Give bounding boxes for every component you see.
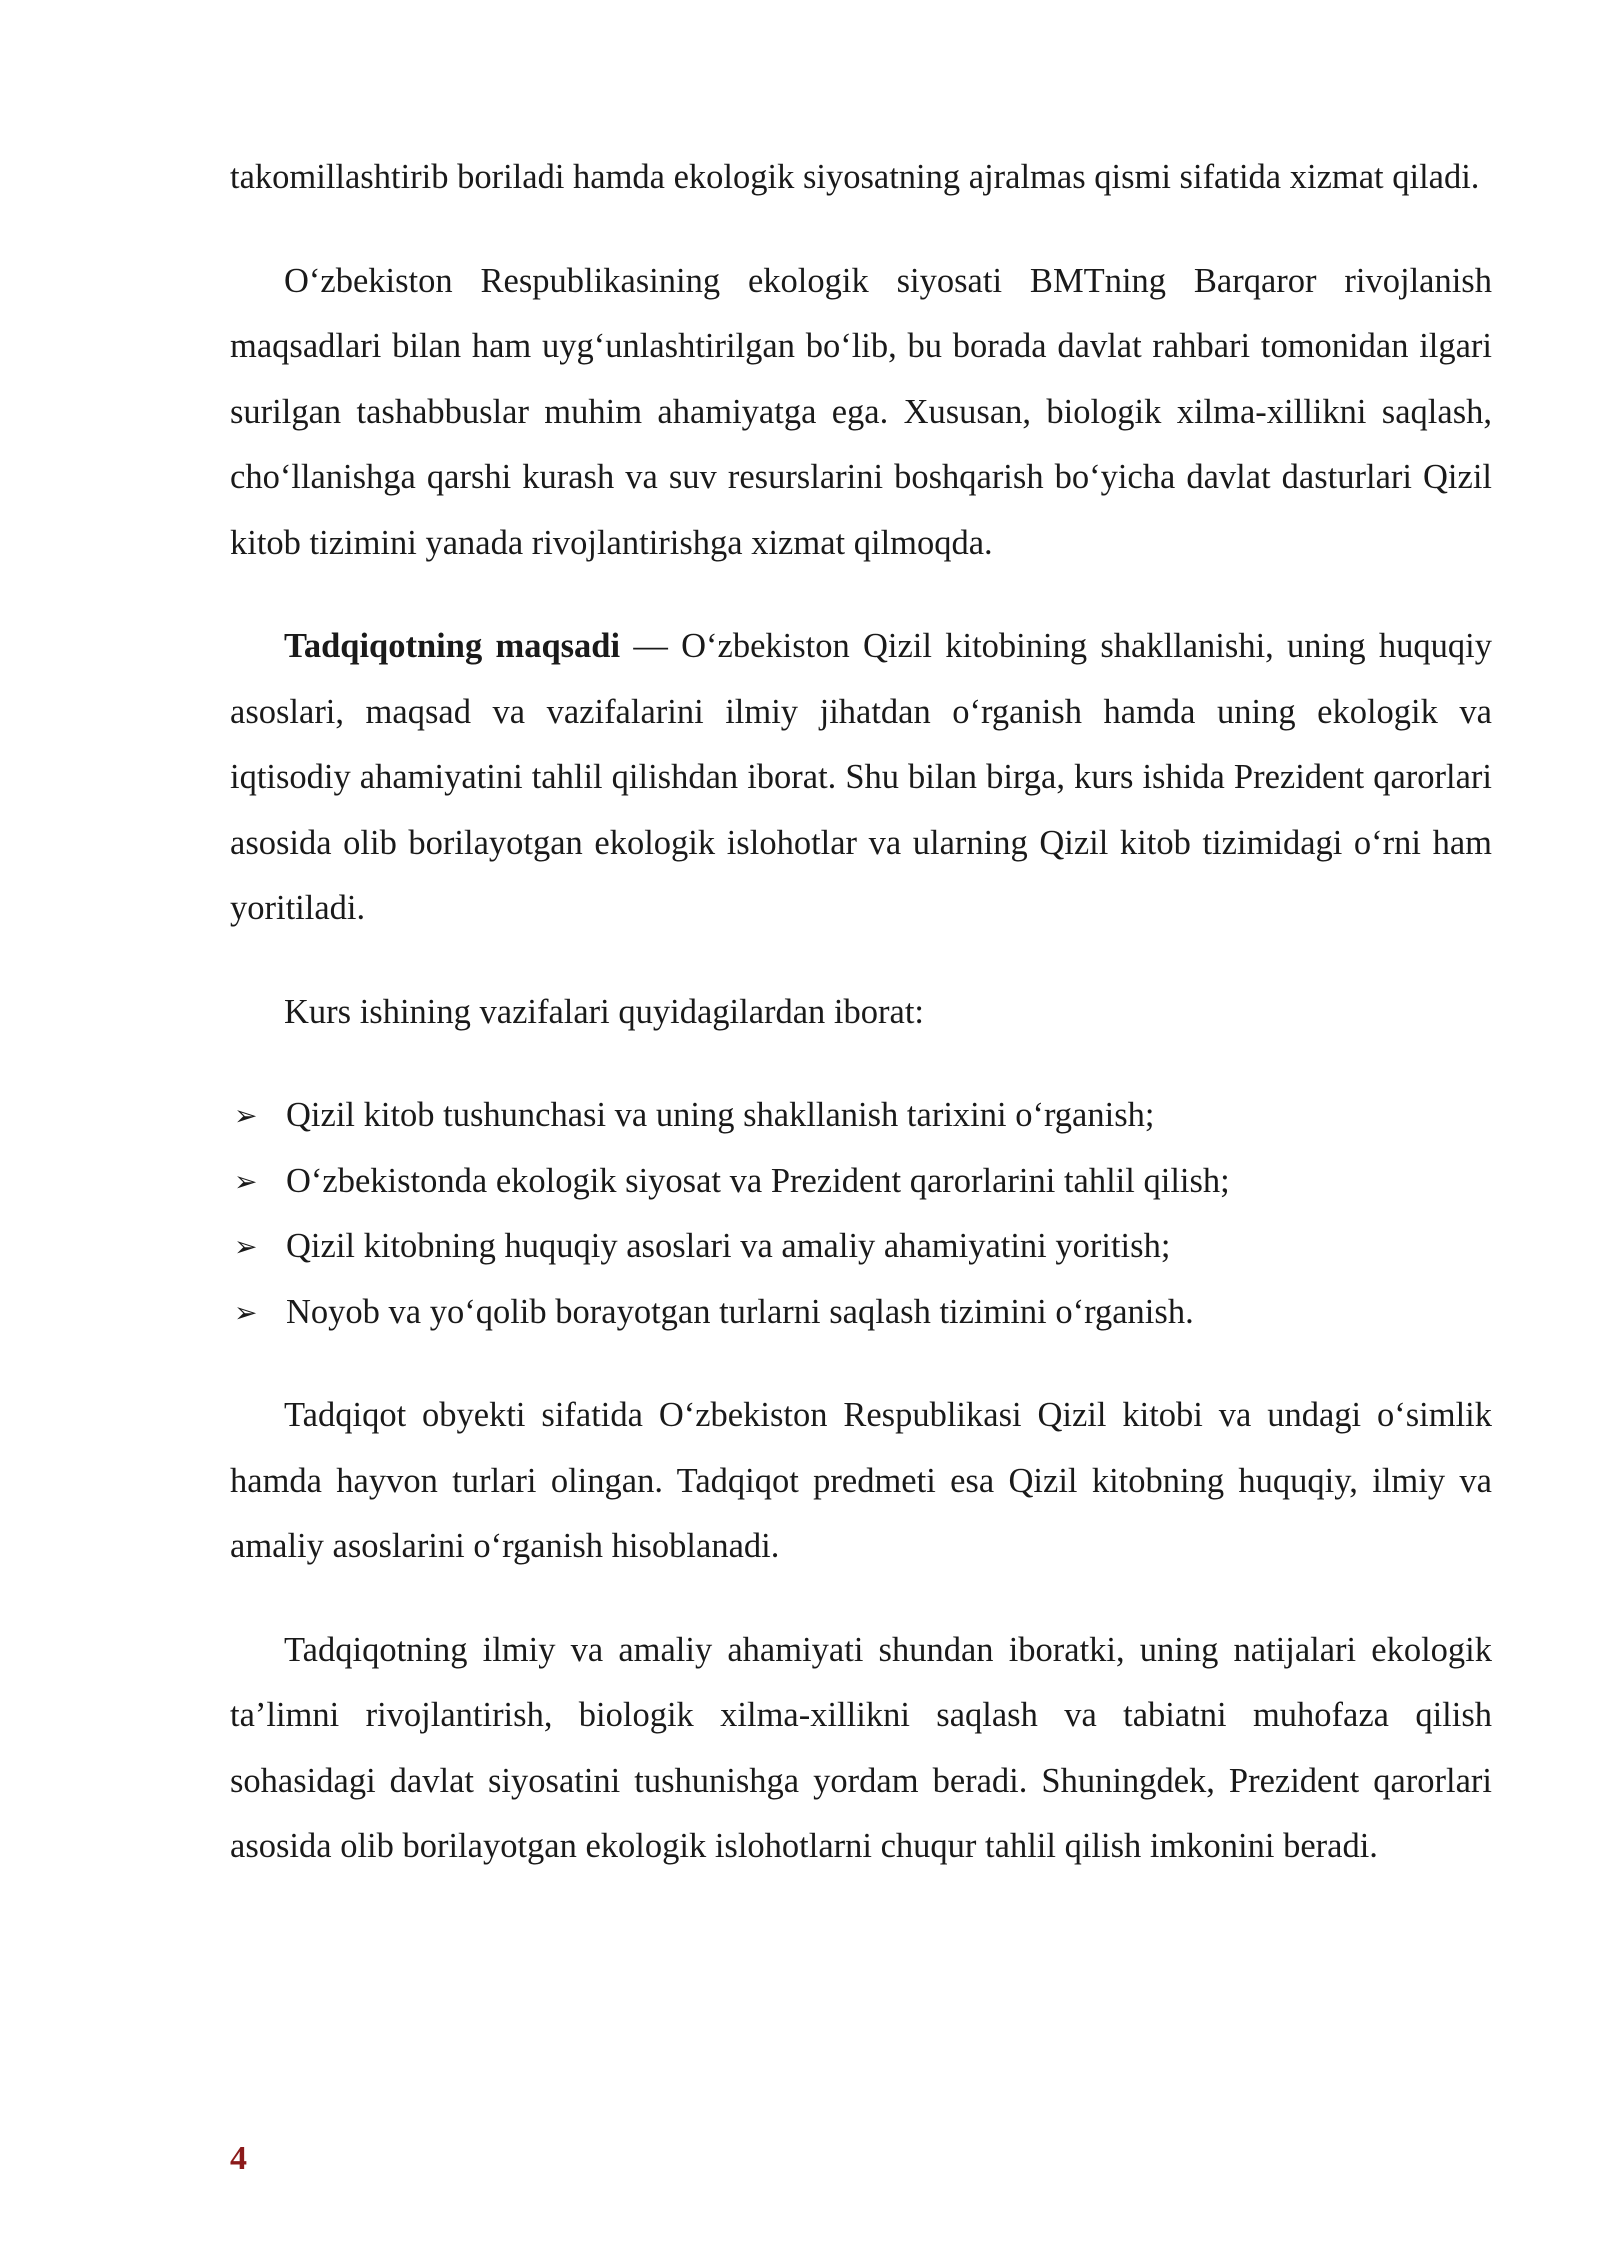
arrow-bullet-icon: ➢ <box>234 1230 258 1263</box>
goal-text: — O‘zbekiston Qizil kitobining shakllanishi, uning huquqiy asoslari, maqsad va vazifalarini ilmiy jihatdan o‘rganish hamda uning ekologik va iqtisodiy ahamiyatini tahlil qilishdan iborat. Shu bilan birga, kurs ishida Prezident qarorlari asosida olib borilayotgan ekologik islohotlar va ularning Qizil kitob tizimidagi o‘rni ham yoritiladi. <box>230 627 1492 927</box>
list-item-text: O‘zbekistonda ekologik siyosat va Prezident qarorlarini tahlil qilish; <box>286 1161 1230 1200</box>
page-number: 4 <box>230 2140 247 2177</box>
arrow-bullet-icon: ➢ <box>234 1164 258 1198</box>
object-paragraph: Tadqiqot obyekti sifatida O‘zbekiston Respublikasi Qizil kitobi va undagi o‘simlik hamda hayvon turlari olingan. Tadqiqot predmeti esa Qizil kitobning huquqiy, ilmiy va amaliy asoslarini o‘rganish hisoblanadi. <box>230 1396 1492 1565</box>
list-item-text: Noyob va yo‘qolib borayotgan turlarni saqlash tizimini o‘rganish. <box>286 1292 1194 1331</box>
list-item-text: Qizil kitob tushunchasi va uning shakllanish tarixini o‘rganish; <box>286 1096 1155 1134</box>
document-body <box>230 145 1492 1918</box>
list-item <box>230 1149 1492 1215</box>
list-item <box>230 1214 1492 1280</box>
tasks-list <box>230 1083 1492 1345</box>
list-item <box>230 1083 1492 1149</box>
list-item <box>230 1280 1492 1346</box>
continuation-paragraph: takomillashtirib boriladi hamda ekologik siyosatning ajralmas qismi sifatida xizmat qiladi. <box>230 158 1480 196</box>
tasks-intro: Kurs ishining vazifalari quyidagilardan iborat: <box>284 992 924 1031</box>
arrow-bullet-icon: ➢ <box>234 1099 258 1132</box>
significance-paragraph: Tadqiqotning ilmiy va amaliy ahamiyati shundan iboratki, uning natijalari ekologik ta’limni rivojlantirish, biologik xilma-xillikni saqlash va tabiatni muhofaza qilish sohasidagi davlat siyosatini tushunishga yordam beradi. Shuningdek, Prezident qarorlari asosida olib borilayotgan ekologik islohotlarni chuqur tahlil qilish imkonini beradi. <box>230 1630 1492 1865</box>
goal-paragraph <box>230 614 1492 942</box>
list-item-text: Qizil kitobning huquqiy asoslari va amaliy ahamiyatini yoritish; <box>286 1227 1171 1265</box>
policy-paragraph: O‘zbekiston Respublikasining ekologik siyosati BMTning Barqaror rivojlanish maqsadlari bilan ham uyg‘unlashtirilgan bo‘lib, bu borada davlat rahbari tomonidan ilgari surilgan tashabbuslar muhim ahamiyatga ega. Xususan, biologik xilma-xillikni saqlash, cho‘llanishga qarshi kurash va suv resurslarini boshqarish bo‘yicha davlat dasturlari Qizil kitob tizimini yanada rivojlantirishga xizmat qilmoqda. <box>230 261 1492 562</box>
arrow-bullet-icon: ➢ <box>234 1295 258 1329</box>
goal-label: Tadqiqotning maqsadi <box>284 627 621 665</box>
